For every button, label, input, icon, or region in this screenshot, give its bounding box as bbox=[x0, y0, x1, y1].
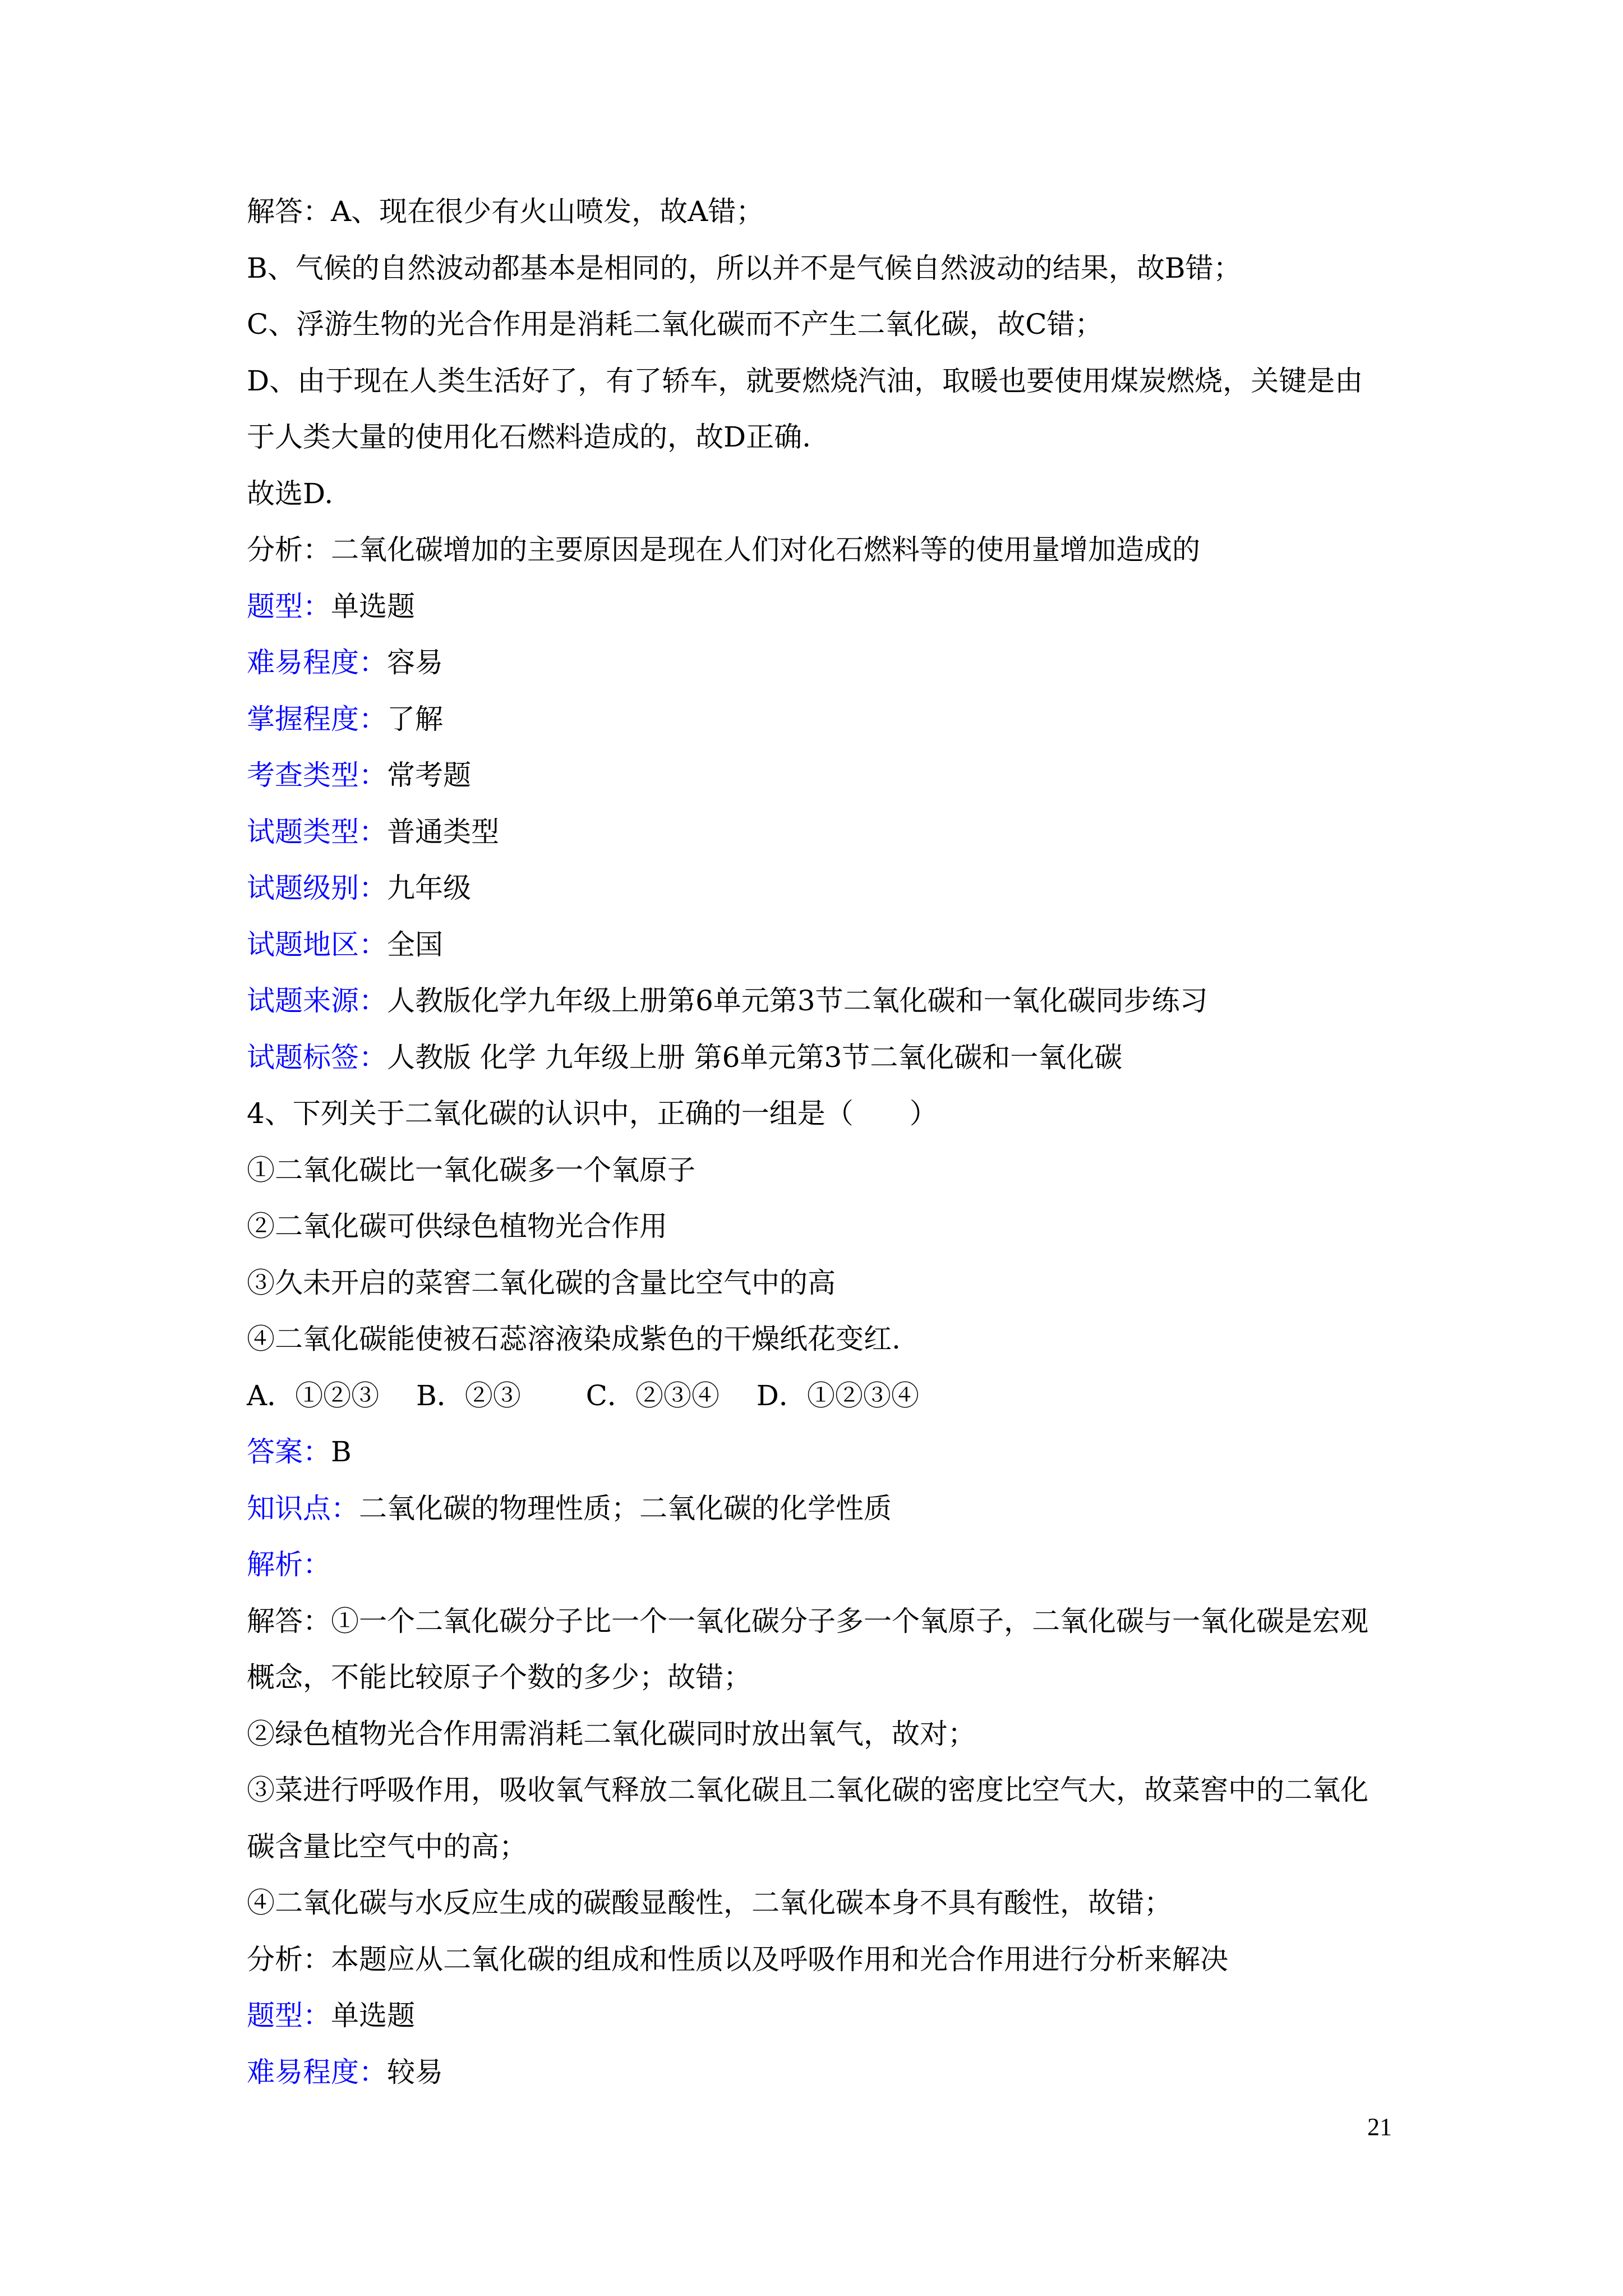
field-value: 人教版化学九年级上册第6单元第3节二氧化碳和一氧化碳同步练习 bbox=[387, 984, 1208, 1017]
field-label: 试题地区： bbox=[247, 928, 387, 961]
text-line bbox=[247, 1266, 836, 1300]
line-text: 分析：二氧化碳增加的主要原因是现在人们对化石燃料等的使用量增加造成的 bbox=[247, 533, 1200, 566]
field-label: 考查类型： bbox=[247, 759, 387, 792]
text-line bbox=[247, 1379, 919, 1412]
field-label: 题型： bbox=[247, 1999, 331, 2032]
field-line bbox=[247, 1041, 1122, 1074]
line-text: ①二氧化碳比一氧化碳多一个氧原子 bbox=[247, 1154, 695, 1186]
field-label: 题型： bbox=[247, 590, 331, 623]
line-text: 故选D. bbox=[247, 477, 334, 510]
field-label: 答案： bbox=[247, 1435, 331, 1468]
line-text: 碳含量比空气中的高； bbox=[247, 1830, 527, 1863]
line-text: ②绿色植物光合作用需消耗二氧化碳同时放出氧气，故对； bbox=[247, 1718, 976, 1750]
field-value: 单选题 bbox=[331, 590, 415, 623]
line-text: ④二氧化碳与水反应生成的碳酸显酸性，二氧化碳本身不具有酸性，故错； bbox=[247, 1887, 1172, 1919]
text-line bbox=[247, 1660, 751, 1694]
text-line bbox=[247, 195, 764, 228]
field-label: 试题类型： bbox=[247, 816, 387, 848]
field-value: 全国 bbox=[387, 928, 443, 961]
field-value: 常考题 bbox=[387, 759, 471, 792]
line-text: ④二氧化碳能使被石蕊溶液染成紫色的干燥纸花变红. bbox=[247, 1323, 901, 1355]
field-value: 了解 bbox=[387, 703, 443, 735]
line-text: 解答：A、现在很少有火山喷发，故A错； bbox=[247, 195, 764, 228]
field-label: 难易程度： bbox=[247, 2056, 387, 2088]
field-line bbox=[247, 1548, 331, 1581]
line-text: ③久未开启的菜窖二氧化碳的含量比空气中的高 bbox=[247, 1267, 836, 1299]
line-text: A．①②③ B．②③ C．②③④ D．①②③④ bbox=[247, 1379, 919, 1412]
line-text: B、气候的自然波动都基本是相同的，所以并不是气候自然波动的结果，故B错； bbox=[247, 252, 1242, 284]
text-line bbox=[247, 1097, 938, 1130]
text-line bbox=[247, 1943, 1228, 1976]
line-text: 概念，不能比较原子个数的多少；故错； bbox=[247, 1661, 751, 1694]
line-text: D、由于现在人类生活好了，有了轿车，就要燃烧汽油，取暖也要使用煤炭燃烧，关键是由 bbox=[247, 365, 1363, 397]
text-line bbox=[247, 1773, 1368, 1807]
line-text: 解答：①一个二氧化碳分子比一个一氧化碳分子多一个氧原子，二氧化碳与一氧化碳是宏观 bbox=[247, 1605, 1368, 1637]
field-value: B bbox=[331, 1435, 352, 1468]
text-line bbox=[247, 1886, 1172, 1920]
text-line bbox=[247, 1717, 976, 1751]
field-label: 试题级别： bbox=[247, 872, 387, 904]
field-line bbox=[247, 815, 499, 849]
text-line bbox=[247, 477, 333, 510]
field-value: 二氧化碳的物理性质；二氧化碳的化学性质 bbox=[359, 1492, 892, 1525]
field-value: 较易 bbox=[387, 2056, 443, 2088]
text-line bbox=[247, 1209, 667, 1243]
field-value: 普通类型 bbox=[387, 816, 499, 848]
text-line bbox=[247, 1322, 901, 1356]
text-line bbox=[247, 1604, 1368, 1638]
field-value: 人教版 化学 九年级上册 第6单元第3节二氧化碳和一氧化碳 bbox=[387, 1041, 1123, 1074]
field-label: 试题标签： bbox=[247, 1041, 387, 1074]
field-value: 九年级 bbox=[387, 872, 471, 904]
field-line bbox=[247, 928, 443, 961]
text-line bbox=[247, 1830, 527, 1864]
text-line bbox=[247, 364, 1363, 398]
field-line bbox=[247, 1435, 352, 1469]
field-line bbox=[247, 2055, 443, 2089]
field-line bbox=[247, 646, 443, 679]
field-line bbox=[247, 758, 471, 792]
field-line bbox=[247, 590, 415, 623]
field-line bbox=[247, 984, 1208, 1018]
line-text: ②二氧化碳可供绿色植物光合作用 bbox=[247, 1210, 667, 1243]
field-label: 试题来源： bbox=[247, 984, 387, 1017]
line-text: 于人类大量的使用化石燃料造成的，故D正确. bbox=[247, 421, 811, 453]
field-label: 掌握程度： bbox=[247, 703, 387, 735]
field-value: 容易 bbox=[387, 646, 443, 679]
text-line bbox=[247, 533, 1200, 567]
text-line bbox=[247, 251, 1242, 285]
field-line bbox=[247, 871, 471, 905]
line-text: ③菜进行呼吸作用，吸收氧气释放二氧化碳且二氧化碳的密度比空气大，故菜窖中的二氧化 bbox=[247, 1774, 1368, 1806]
line-text: 分析：本题应从二氧化碳的组成和性质以及呼吸作用和光合作用进行分析来解决 bbox=[247, 1943, 1228, 1976]
line-text: C、浮游生物的光合作用是消耗二氧化碳而不产生二氧化碳，故C错； bbox=[247, 308, 1103, 341]
field-label: 解析： bbox=[247, 1548, 331, 1581]
field-line bbox=[247, 702, 443, 736]
field-label: 难易程度： bbox=[247, 646, 387, 679]
field-line bbox=[247, 1492, 892, 1525]
field-line bbox=[247, 1999, 415, 2032]
text-line bbox=[247, 420, 811, 454]
field-label: 知识点： bbox=[247, 1492, 359, 1525]
text-line bbox=[247, 1153, 695, 1187]
page-number: 21 bbox=[1367, 2113, 1392, 2141]
line-text: 4、下列关于二氧化碳的认识中，正确的一组是（ ） bbox=[247, 1097, 938, 1130]
field-value: 单选题 bbox=[331, 1999, 415, 2032]
text-line bbox=[247, 307, 1103, 341]
